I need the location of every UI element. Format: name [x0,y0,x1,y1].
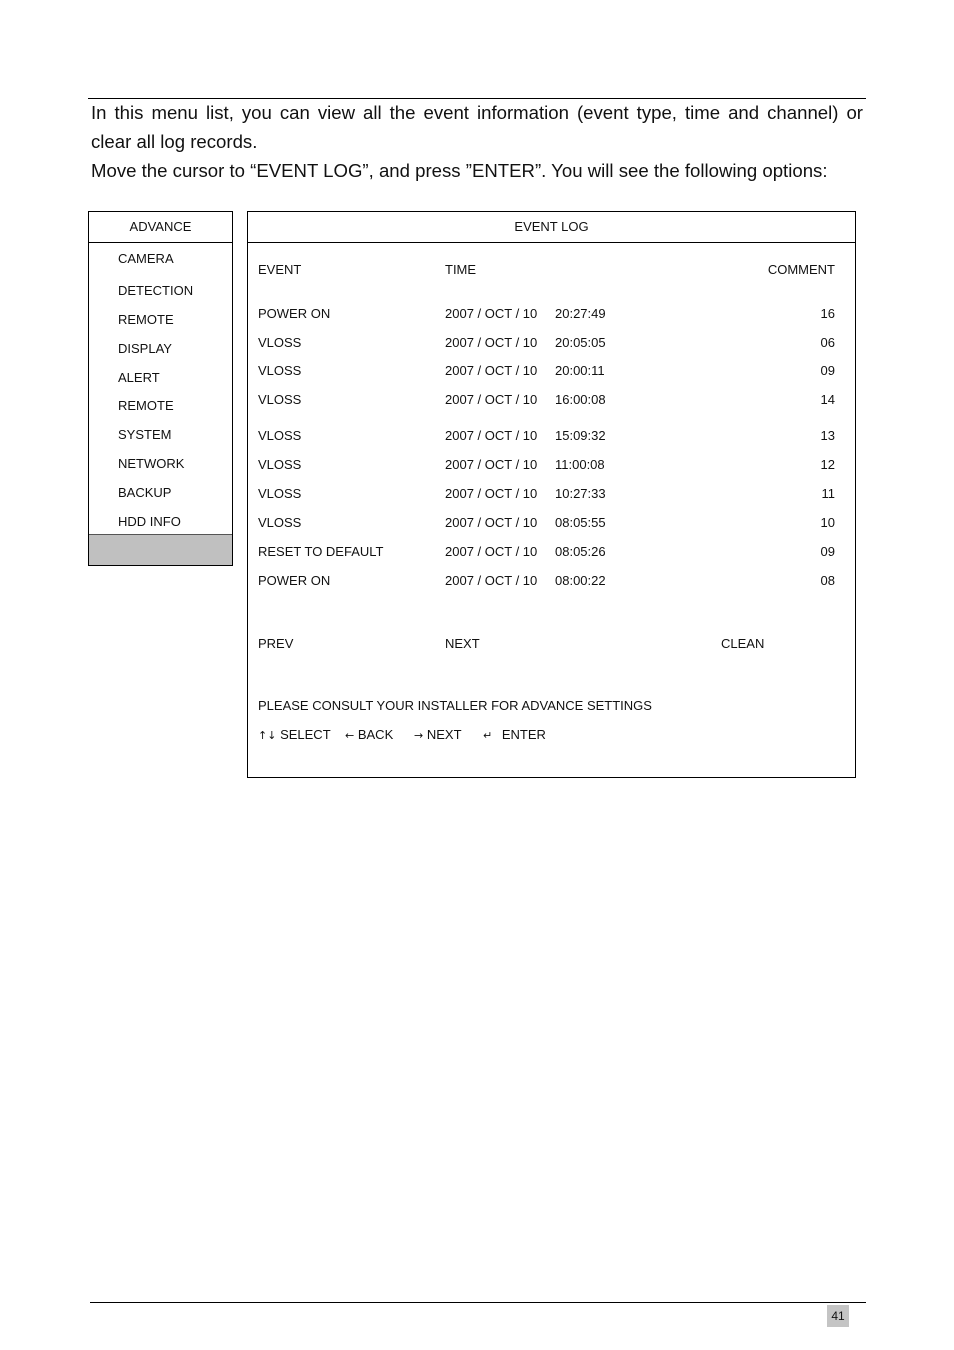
event-row-7-time: 08:05:55 [555,515,606,530]
event-row-8-time: 08:05:26 [555,544,606,559]
event-row-2-comment: 09 [820,363,835,378]
event-row-3-time: 16:00:08 [555,392,606,407]
event-row-0-comment: 16 [820,306,835,321]
menu-selection-highlight[interactable] [89,534,232,565]
next-arrow-icon: → [414,729,424,742]
event-row-9-date: 2007 / OCT / 10 [445,573,538,588]
prev-button[interactable]: PREV [258,636,294,651]
event-row-5-comment: 12 [820,457,835,472]
menu-item-alert[interactable]: ALERT [118,370,160,385]
event-log-panel [247,211,856,778]
menu-item-hdd-info[interactable]: HDD INFO [118,514,181,529]
menu-item-camera[interactable]: CAMERA [118,251,174,266]
event-row-3-event: VLOSS [258,392,302,407]
event-row-5-time: 11:00:08 [555,457,605,472]
clean-button[interactable]: CLEAN [721,636,765,651]
event-row-6-event: VLOSS [258,486,302,501]
bottom-rule [90,1302,866,1303]
event-row-1-time: 20:05:05 [555,335,606,350]
event-row-2-date: 2007 / OCT / 10 [445,363,538,378]
menu-item-display[interactable]: DISPLAY [118,341,172,356]
intro-paragraph-2: Move the cursor to “EVENT LOG”, and press ”ENTER”. You will see the following options: [91,160,828,181]
event-row-4-event: VLOSS [258,428,302,443]
column-header-event: EVENT [258,262,302,277]
page-number: 41 [827,1305,849,1327]
event-row-9-event: POWER ON [258,573,331,588]
event-row-5-event: VLOSS [258,457,302,472]
intro-paragraph-1: In this menu list, you can view all the event information (event type, time and channel) or clear all log records. [91,102,863,152]
event-row-3-date: 2007 / OCT / 10 [445,392,538,407]
event-row-3-comment: 14 [820,392,835,407]
menu-item-backup[interactable]: BACKUP [118,485,172,500]
hint-select: SELECT [280,727,331,742]
event-row-0-event: POWER ON [258,306,331,321]
event-row-9-comment: 08 [820,573,835,588]
menu-item-network[interactable]: NETWORK [118,456,185,471]
menu-item-remote-2[interactable]: REMOTE [118,398,174,413]
menu-item-detection[interactable]: DETECTION [118,283,194,298]
menu-item-remote[interactable]: REMOTE [118,312,174,327]
event-row-7-date: 2007 / OCT / 10 [445,515,538,530]
event-row-0-date: 2007 / OCT / 10 [445,306,538,321]
event-row-9-time: 08:00:22 [555,573,606,588]
event-row-2-event: VLOSS [258,363,302,378]
event-row-8-comment: 09 [820,544,835,559]
event-row-1-date: 2007 / OCT / 10 [445,335,538,350]
event-row-6-date: 2007 / OCT / 10 [445,486,538,501]
advance-menu-title: ADVANCE [89,212,232,243]
event-row-4-date: 2007 / OCT / 10 [445,428,538,443]
advance-menu [88,211,233,566]
event-row-2-time: 20:00:11 [555,363,605,378]
event-row-8-event: RESET TO DEFAULT [258,544,384,559]
event-row-6-comment: 11 [821,486,835,501]
event-row-7-event: VLOSS [258,515,302,530]
select-arrows-icon: ↑↓ [258,729,277,742]
menu-item-system[interactable]: SYSTEM [118,427,172,442]
event-row-1-event: VLOSS [258,335,302,350]
enter-return-icon: ↵ [483,729,493,742]
event-row-8-date: 2007 / OCT / 10 [445,544,538,559]
installer-note: PLEASE CONSULT YOUR INSTALLER FOR ADVANCE SETTINGS [258,698,652,713]
event-row-0-time: 20:27:49 [555,306,606,321]
hint-next: NEXT [426,727,462,742]
column-header-time: TIME [445,262,477,277]
event-row-4-time: 15:09:32 [555,428,606,443]
event-row-7-comment: 10 [820,515,835,530]
hint-enter: ENTER [501,727,546,742]
back-arrow-icon: ← [345,729,355,742]
column-header-comment: COMMENT [767,262,835,277]
hint-back: BACK [357,727,394,742]
event-row-1-comment: 06 [820,335,835,350]
event-row-6-time: 10:27:33 [555,486,606,501]
event-row-5-date: 2007 / OCT / 10 [445,457,538,472]
next-button[interactable]: NEXT [445,636,480,651]
event-log-title: EVENT LOG [248,212,855,243]
event-row-4-comment: 13 [820,428,835,443]
